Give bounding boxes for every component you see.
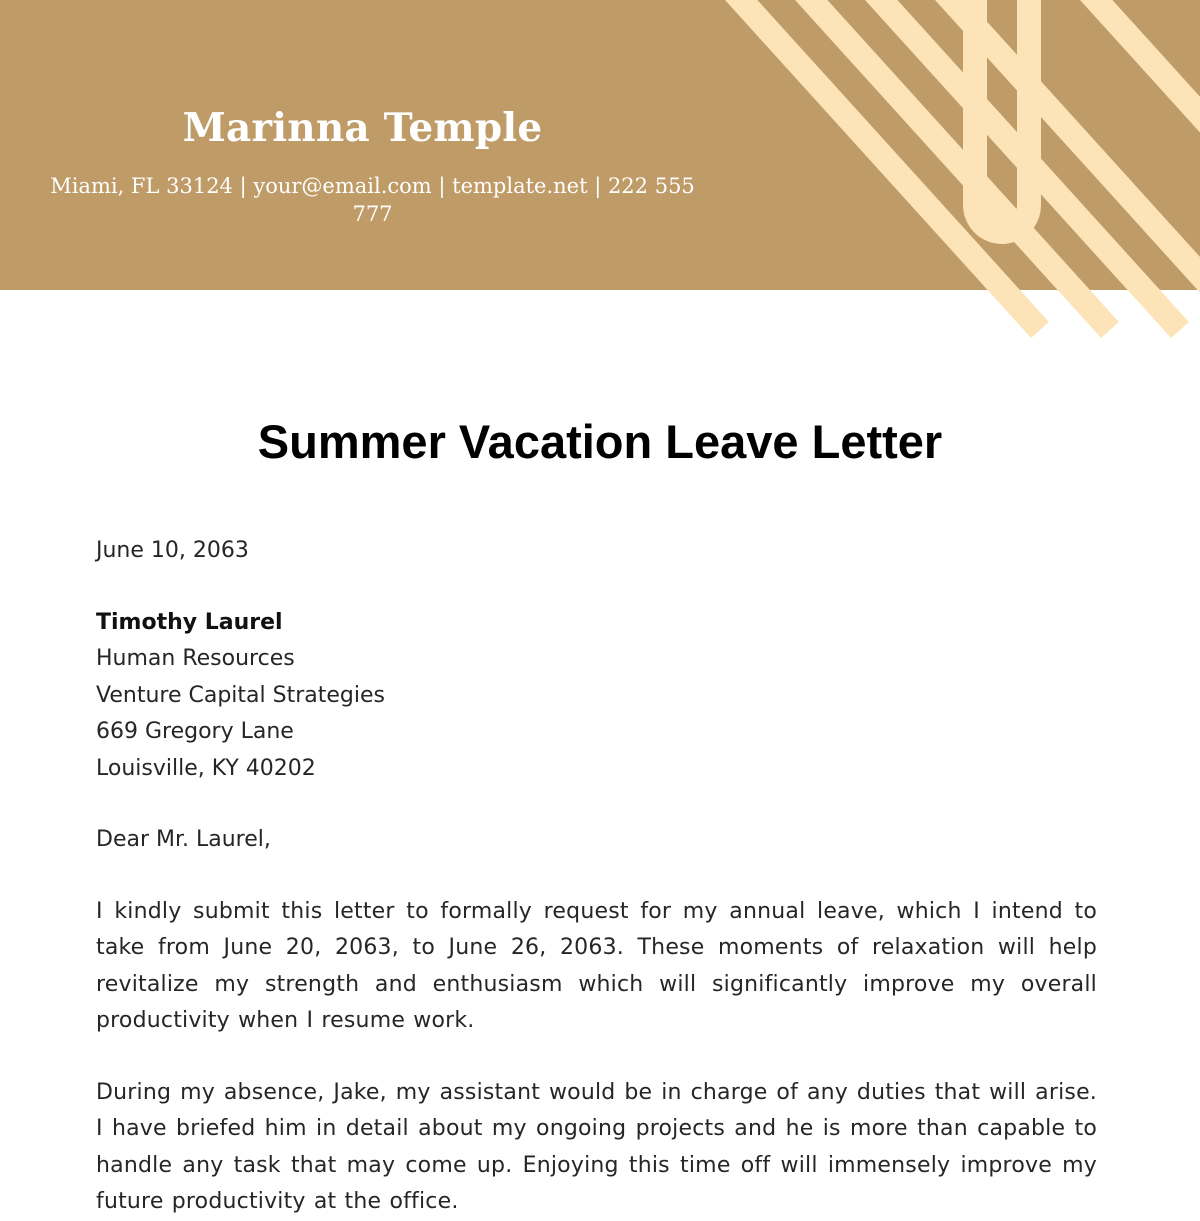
recipient-street: 669 Gregory Lane <box>96 719 294 744</box>
letter-title: Summer Vacation Leave Letter <box>257 415 943 468</box>
recipient-department: Human Resources <box>96 646 295 671</box>
recipient-name: Timothy Laurel <box>96 609 283 635</box>
recipient-company: Venture Capital Strategies <box>96 682 385 708</box>
recipient-city: Louisville, KY 40202 <box>96 755 316 781</box>
sender-contact-info: Miami, FL 33124 | your@email.com | template.net | 222 555 777 <box>50 174 695 226</box>
letter-date: June 10, 2063 <box>96 538 249 563</box>
letter-body <box>96 533 1097 1221</box>
body-paragraph: During my absence, Jake, my assistant would be in charge of any duties that will arise. I have briefed him in detail about my ongoing projects and he is more than capable to handle any task that may come up. Enjoying this time off will immensely improve my future productivity at the office. <box>96 1079 1097 1214</box>
body-paragraph: I kindly submit this letter to formally request for my annual leave, which I intend to take from June 20, 2063, to June 26, 2063. These moments of relaxation will help revitalize my strength and enthusiasm which will significantly improve my overall productivity when I resume work. <box>96 898 1097 1033</box>
letterhead-banner <box>0 0 1200 290</box>
salutation: Dear Mr. Laurel, <box>96 827 271 852</box>
sender-name: Marinna Temple <box>182 105 543 151</box>
